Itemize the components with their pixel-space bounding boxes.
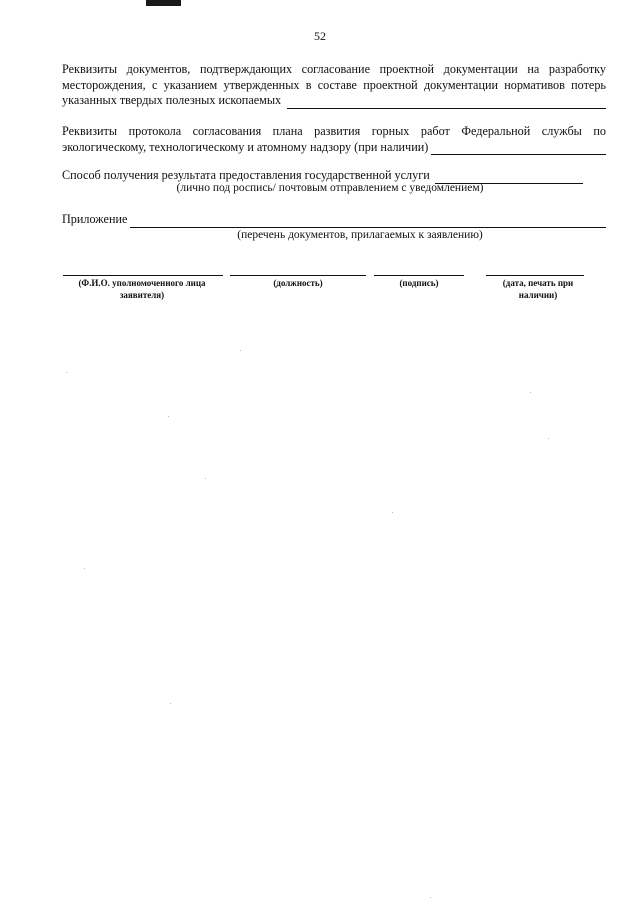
approval-documents-block [62, 62, 606, 109]
protocol-line1: Реквизиты протокола согласования плана развития горных работ Федеральной службы по [62, 124, 606, 138]
sign-caption: (подпись) [399, 278, 439, 288]
scan-speck [392, 512, 393, 513]
date-caption: (дата, печать при наличии) [502, 278, 574, 300]
position-signature-line[interactable] [230, 275, 366, 276]
scan-artifact [146, 0, 181, 6]
scan-speck [240, 350, 241, 351]
attachment-block [62, 212, 606, 228]
protocol-line2: экологическому, технологическому и атомному надзору (при наличии) [62, 139, 429, 154]
scan-speck [430, 897, 431, 898]
scan-speck [84, 568, 85, 569]
scan-speck [66, 372, 67, 373]
fio-caption: (Ф.И.О. уполномоченного лица заявителя) [78, 278, 206, 300]
scan-speck [170, 703, 171, 704]
protocol-block [62, 124, 606, 155]
attachment-label: Приложение [62, 212, 128, 226]
approval-documents-line2: месторождения, с указанием утвержденных в составе проектной документации нормативов потерь [62, 77, 606, 92]
scan-speck [205, 478, 206, 479]
result-method-hint: (лично под роспись/ почтовым отправлением с уведомлением) [176, 182, 484, 194]
protocol-field[interactable] [431, 143, 606, 155]
position-caption: (должность) [273, 278, 323, 288]
page-number: 52 [314, 29, 326, 43]
result-method-label: Способ получения результата предоставления государственной услуги [62, 168, 430, 182]
approval-documents-line1: Реквизиты документов, подтверждающих согласование проектной документации на разработку [62, 62, 606, 76]
attachment-hint: (перечень документов, прилагаемых к заявлению) [237, 229, 483, 241]
approval-documents-line3: указанных твердых полезных ископаемых [62, 93, 282, 107]
scan-speck [168, 416, 169, 417]
scan-speck [548, 438, 549, 439]
approval-documents-field[interactable] [287, 97, 606, 109]
attachment-field[interactable] [130, 216, 606, 228]
date-signature-line[interactable] [486, 275, 584, 276]
scan-speck [530, 392, 531, 393]
fio-signature-line[interactable] [63, 275, 223, 276]
sign-signature-line[interactable] [374, 275, 464, 276]
